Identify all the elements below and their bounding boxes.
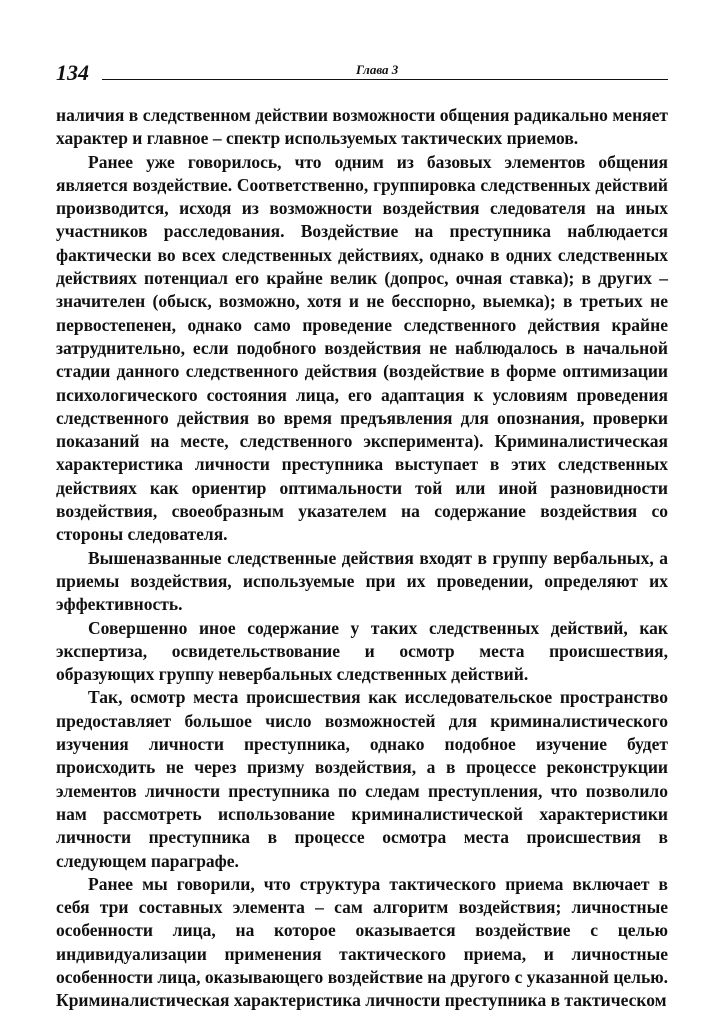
chapter-title: Глава 3	[356, 62, 399, 77]
page-number: 134	[56, 60, 89, 85]
paragraph: Ранее мы говорили, что структура тактического приема включает в себя три составных элемента – сам алгоритм воздействия; личностные особенности лица, на которое оказывается воздействие с целью индивидуализации применения тактического приема, и личностные особенности лица, оказывающего воздействие на другого с указанной целью. Криминалистическая характеристика личности преступника в тактическом	[56, 873, 668, 1011]
page-header	[56, 58, 668, 92]
paragraph-continued: наличия в следственном действии возможности общения радикально меняет характер и главное – спектр используемых тактических приемов.	[56, 105, 668, 149]
body-text	[56, 104, 668, 1013]
paragraph: Вышеназванные следственные действия входят в группу вербальных, а приемы воздействия, используемые при их проведении, определяют их эффективность.	[56, 547, 668, 615]
paragraph: Ранее уже говорилось, что одним из базовых элементов общения является воздействие. Соответственно, группировка следственных действий производится, исходя из возможности воздействия следователя на иных участников расследования. Воздействие на преступника наблюдается фактически во всех следственных действиях, однако в одних следственных действиях потенциал его крайне велик (допрос, очная ставка); в других – значителен (обыск, возможно, хотя и не бесспорно, выемка); в третьих не первостепенен, однако само проведение следственного действия крайне затруднительно, если подобного воздействия не наблюдалось в начальной стадии данного следственного действия (воздействие в форме оптимизации психологического состояния лица, его адаптация к условиям проведения следственного действия во время предъявления для опознания, проверки показаний на месте, следственного эксперимента). Криминалистическая характеристика личности преступника выступает в этих следственных действиях как ориентир оптимальности той или иной разновидности воздействия, своеобразным указателем на содержание воздействия со стороны следователя.	[56, 151, 668, 545]
paragraph: Так, осмотр места происшествия как исследовательское пространство предоставляет большое число возможностей для криминалистического изучения личности преступника, однако подобное изучение будет происходить не через призму воздействия, а в процессе реконструкции элементов личности преступника по следам преступления, что позволило нам рассмотреть использование криминалистической характеристики личности преступника в процессе осмотра места происшествия в следующем параграфе.	[56, 687, 668, 871]
paragraph: Совершенно иное содержание у таких следственных действий, как экспертиза, освидетельствование и осмотр места происшествия, образующих группу невербальных следственных действий.	[56, 617, 668, 685]
header-rule	[102, 79, 668, 80]
